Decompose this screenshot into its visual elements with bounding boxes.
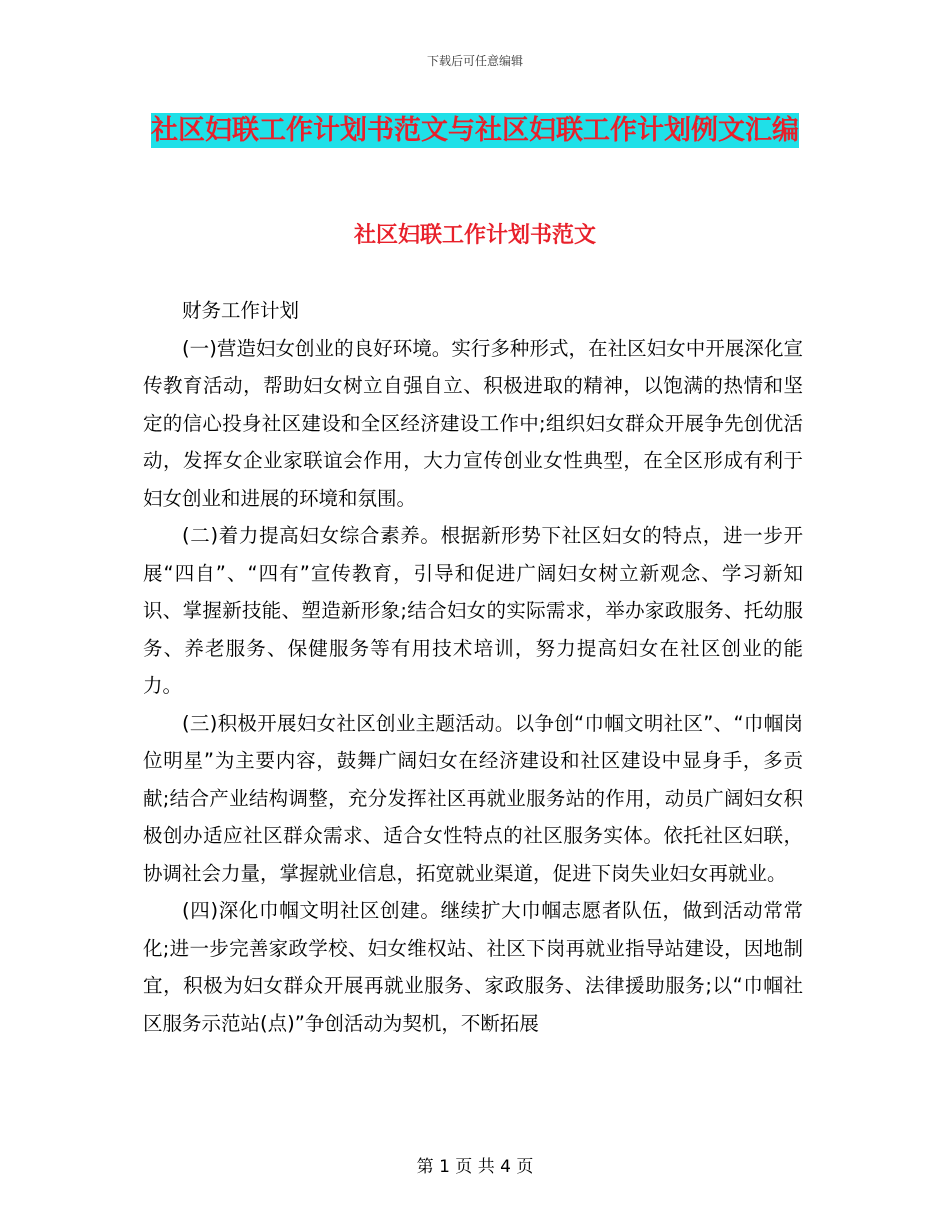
- document-title-text: 社区妇联工作计划书范文与社区妇联工作计划例文汇编: [151, 115, 799, 146]
- paragraph: (一)营造妇女创业的良好环境。实行多种形式，在社区妇女中开展深化宣传教育活动，帮助妇女树立自强自立、积极进取的精神，以饱满的热情和坚定的信心投身社区建设和全区经济建设工作中;组织妇女群众开展争先创优活动，发挥女企业家联谊会作用，大力宣传创业女性典型，在全区形成有利于妇女创业和进展的环境和氛围。: [143, 336, 803, 510]
- document-title: [145, 108, 805, 154]
- paragraph: (三)积极开展妇女社区创业主题活动。以争创“巾帼文明社区”、“巾帼岗位明星”为主要内容，鼓舞广阔妇女在经济建设和社区建设中显身手，多贡献;结合产业结构调整，充分发挥社区再就业服务站的作用，动员广阔妇女积极创办适应社区群众需求、适合女性特点的社区服务实体。依托社区妇联，协调社会力量，掌握就业信息，拓宽就业渠道，促进下岗失业妇女再就业。: [143, 711, 803, 885]
- paragraph: (二)着力提高妇女综合素养。根据新形势下社区妇女的特点，进一步开展“四自”、“四有”宣传教育，引导和促进广阔妇女树立新观念、学习新知识、掌握新技能、塑造新形象;结合妇女的实际需求，举办家政服务、托幼服务、养老服务、保健服务等有用技术培训，努力提高妇女在社区创业的能力。: [143, 524, 803, 697]
- section-title: 社区妇联工作计划书范文: [353, 223, 596, 248]
- document-body: [143, 292, 803, 1042]
- paragraph: 财务工作计划: [182, 299, 300, 322]
- paragraph: (四)深化巾帼文明社区创建。继续扩大巾帼志愿者队伍，做到活动常常化;进一步完善家政学校、妇女维权站、社区下岗再就业指导站建设，因地制宜，积极为妇女群众开展再就业服务、家政服务、法律援助服务;以“巾帼社区服务示范站(点)”争创活动为契机，不断拓展: [143, 899, 803, 1035]
- page-footer: 第 1 页 共 4 页: [416, 1157, 534, 1177]
- header-note: 下载后可任意编辑: [426, 54, 523, 68]
